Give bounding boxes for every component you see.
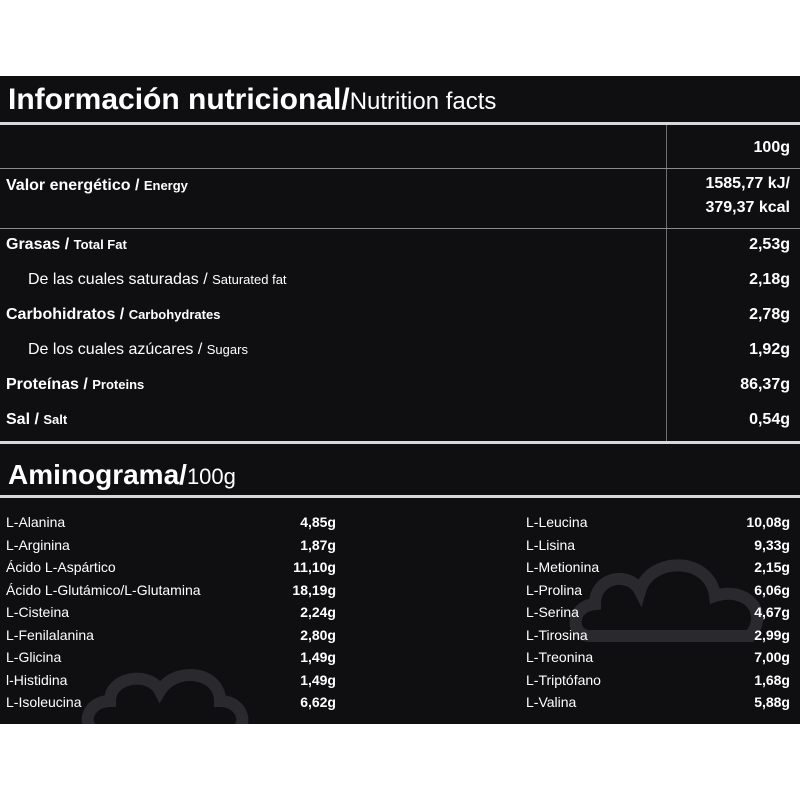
nutrient-value: 0,54g (749, 411, 790, 428)
amino-acid-item (526, 624, 790, 647)
amino-acid-name: L-Alanina (6, 514, 66, 530)
nutrient-label-en: Sugars (206, 342, 248, 357)
row-divider (0, 168, 800, 169)
amino-acid-item (6, 669, 336, 692)
amino-acid-item (526, 691, 790, 714)
amino-acid-value: 11,10g (293, 559, 336, 575)
section-divider (0, 441, 800, 444)
amino-acid-item (526, 534, 790, 557)
nutrient-row (0, 336, 800, 364)
nutrient-label (28, 336, 248, 364)
amino-acid-value: 7,00g (754, 649, 790, 665)
amino-acid-value: 9,33g (754, 536, 790, 553)
energy-label-en: Energy (143, 178, 188, 193)
amino-acid-value: 10,08g (746, 514, 790, 530)
amino-acid-value: 1,87g (300, 536, 336, 553)
amino-acid-name: L-Tirosina (526, 626, 588, 643)
amino-acid-name: L-Leucina (526, 514, 588, 530)
energy-value-kcal: 379,37 kcal (705, 199, 790, 216)
amino-acid-value: 1,68g (754, 671, 790, 688)
nutrient-row (0, 301, 800, 329)
amino-acid-name: L-Treonina (526, 649, 594, 665)
amino-acid-name: L-Lisina (526, 536, 576, 553)
nutrient-label-es: De las cuales saturadas / (28, 271, 213, 288)
amino-acid-item (6, 579, 336, 602)
aminogram-title-light: 100g (186, 464, 236, 489)
amino-acid-item (6, 624, 336, 647)
amino-acid-item (526, 601, 790, 624)
nutrition-title-es: Información nutricional/ (8, 83, 350, 116)
nutrient-label-en: Carbohydrates (128, 307, 221, 322)
nutrient-value: 86,37g (740, 376, 790, 393)
amino-acid-name: l-Histidina (6, 671, 68, 688)
nutrient-label-en: Proteins (92, 377, 145, 392)
amino-acid-item (6, 511, 336, 534)
nutrition-panel (0, 76, 800, 724)
amino-acid-value: 6,06g (754, 581, 790, 598)
amino-acid-item (6, 601, 336, 624)
nutrient-value: 2,53g (749, 236, 790, 253)
column-header-row (0, 134, 800, 162)
amino-acid-name: L-Cisteina (6, 604, 70, 620)
amino-acid-name: L-Metionina (526, 559, 600, 575)
energy-row (0, 172, 800, 228)
nutrient-label-en: Saturated fat (212, 272, 287, 287)
column-header: 100g (753, 139, 790, 156)
amino-acid-item (526, 646, 790, 669)
amino-acid-name: L-Valina (526, 694, 577, 710)
amino-acid-value: 2,99g (754, 626, 790, 643)
amino-acid-value: 2,15g (754, 559, 790, 575)
amino-acid-name: Ácido L-Glutámico/L-Glutamina (6, 581, 201, 598)
nutrient-label-es: Grasas / (6, 236, 74, 253)
energy-label (6, 172, 188, 200)
amino-acid-value: 18,19g (292, 581, 336, 598)
title-divider (0, 122, 800, 125)
nutrient-label-es: Proteínas / (6, 376, 93, 393)
amino-acid-item (526, 669, 790, 692)
amino-acid-value: 2,80g (300, 626, 336, 643)
amino-acid-value: 1,49g (300, 671, 336, 688)
energy-value-kj: 1585,77 kJ/ (705, 175, 790, 192)
nutrient-value: 2,78g (749, 306, 790, 323)
row-divider (0, 228, 800, 229)
aminogram-list-left (6, 511, 336, 714)
nutrient-label (6, 371, 144, 399)
energy-label-es: Valor energético / (6, 177, 144, 194)
nutrient-label (6, 406, 67, 434)
amino-acid-value: 1,49g (300, 649, 336, 665)
nutrition-title-en: Nutrition facts (349, 88, 497, 115)
amino-acid-item (6, 556, 336, 579)
nutrient-row (0, 266, 800, 294)
aminogram-list-right (526, 511, 790, 714)
nutrient-label (28, 266, 287, 294)
nutrient-label-es: De los cuales azúcares / (28, 341, 207, 358)
amino-acid-value: 5,88g (754, 694, 790, 710)
amino-acid-name: L-Isoleucina (6, 694, 82, 710)
nutrient-value: 1,92g (749, 341, 790, 358)
amino-acid-name: Ácido L-Aspártico (6, 559, 116, 575)
amino-acid-item (6, 691, 336, 714)
amino-acid-name: L-Arginina (6, 536, 70, 553)
nutrient-label (6, 301, 220, 329)
amino-acid-value: 6,62g (300, 694, 336, 710)
nutrition-title (8, 82, 496, 120)
nutrient-value: 2,18g (749, 271, 790, 288)
aminogram-divider (0, 495, 800, 498)
amino-acid-name: L-Glicina (6, 649, 62, 665)
nutrient-row (0, 371, 800, 399)
nutrient-row (0, 231, 800, 259)
amino-acid-value: 2,24g (300, 604, 336, 620)
nutrient-label (6, 231, 127, 259)
amino-acid-name: L-Serina (526, 604, 579, 620)
amino-acid-value: 4,67g (754, 604, 790, 620)
nutrient-row (0, 406, 800, 434)
amino-acid-item (6, 534, 336, 557)
nutrient-label-es: Carbohidratos / (6, 306, 129, 323)
amino-acid-name: L-Triptófano (526, 671, 601, 688)
nutrient-label-en: Salt (43, 412, 68, 427)
amino-acid-item (526, 556, 790, 579)
amino-acid-item (6, 646, 336, 669)
aminogram-title-strong: Aminograma/ (8, 459, 187, 490)
nutrient-label-en: Total Fat (73, 237, 127, 252)
amino-acid-name: L-Fenilalanina (6, 626, 94, 643)
amino-acid-item (526, 579, 790, 602)
amino-acid-item (526, 511, 790, 534)
aminogram-title (8, 458, 236, 494)
nutrient-label-es: Sal / (6, 411, 44, 428)
amino-acid-value: 4,85g (300, 514, 336, 530)
amino-acid-name: L-Prolina (526, 581, 583, 598)
